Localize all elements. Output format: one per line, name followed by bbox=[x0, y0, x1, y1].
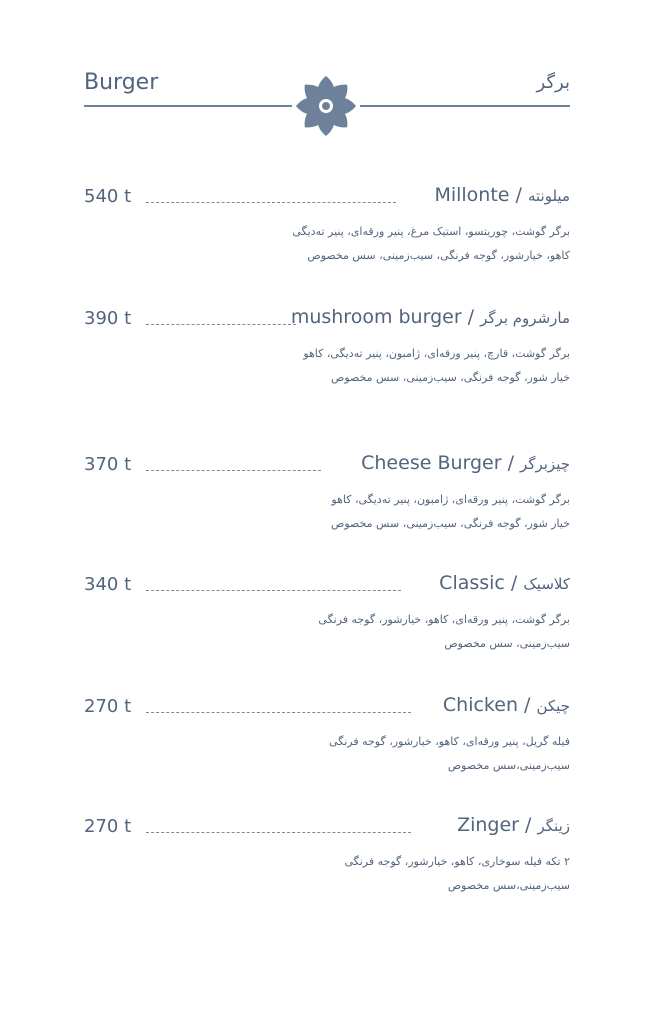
item-name-fa: چیزبرگر bbox=[520, 455, 570, 473]
dotted-leader bbox=[146, 702, 411, 713]
item-name-fa: میلونته bbox=[527, 187, 570, 205]
item-name bbox=[439, 572, 570, 594]
item-name-fa: کلاسیک bbox=[523, 575, 570, 593]
item-name-fa: زینگر bbox=[537, 817, 570, 835]
item-description bbox=[84, 488, 570, 536]
description-line: سیب‌زمینی، سس مخصوص bbox=[444, 637, 570, 650]
description-line: ۲ تکه فیله سوخاری، کاهو، خیارشور، گوجه فرنگی bbox=[344, 855, 570, 868]
menu-header bbox=[84, 62, 570, 142]
description-line: سیب‌زمینی،سس مخصوص bbox=[447, 759, 570, 772]
dotted-leader bbox=[146, 460, 321, 471]
item-price: 370 t bbox=[84, 454, 132, 475]
item-name bbox=[291, 306, 570, 328]
dotted-leader bbox=[146, 314, 296, 325]
item-price: 390 t bbox=[84, 308, 132, 329]
menu-item bbox=[84, 814, 570, 898]
menu-item bbox=[84, 694, 570, 778]
description-line: برگر گوشت، پنیر ورقه‌ای، ژامبون، پنیر ته‌دیگی، کاهو bbox=[331, 493, 570, 506]
dotted-leader bbox=[146, 580, 401, 591]
item-name-en: Classic / bbox=[439, 572, 518, 594]
dotted-leader bbox=[146, 192, 396, 203]
item-name bbox=[457, 814, 570, 836]
item-price: 340 t bbox=[84, 574, 132, 595]
item-price: 540 t bbox=[84, 186, 132, 207]
item-name-en: Chicken / bbox=[442, 694, 531, 716]
menu-item bbox=[84, 306, 570, 390]
item-name-en: Cheese Burger / bbox=[361, 452, 514, 474]
item-description bbox=[84, 342, 570, 390]
menu-item bbox=[84, 572, 570, 656]
item-name bbox=[434, 184, 570, 206]
description-line: کاهو، خیارشور، گوجه فرنگی، سیب‌زمینی، سس مخصوص bbox=[307, 249, 570, 262]
item-price: 270 t bbox=[84, 816, 132, 837]
header-title-en: Burger bbox=[84, 70, 159, 95]
item-description bbox=[84, 220, 570, 268]
item-name bbox=[361, 452, 570, 474]
item-description bbox=[84, 608, 570, 656]
dotted-leader bbox=[146, 822, 411, 833]
item-description bbox=[84, 730, 570, 778]
ornament-icon bbox=[292, 72, 360, 140]
item-name-fa: مارشروم برگر bbox=[480, 309, 570, 327]
description-line: برگر گوشت، چوریتسو، استیک مرغ، پنیر ورقه‌ای، پنیر ته‌دیگی bbox=[292, 225, 570, 238]
description-line: خیار شور، گوجه فرنگی، سیب‌زمینی، سس مخصوص bbox=[331, 517, 570, 530]
item-name-en: mushroom burger / bbox=[290, 306, 475, 328]
description-line: سیب‌زمینی،سس مخصوص bbox=[447, 879, 570, 892]
description-line: برگر گوشت، پنیر ورقه‌ای، کاهو، خیارشور، گوجه فرنگی bbox=[318, 613, 570, 626]
item-name-fa: چیکن bbox=[536, 697, 570, 715]
item-description bbox=[84, 850, 570, 898]
item-name-en: Zinger / bbox=[457, 814, 532, 836]
description-line: برگر گوشت، قارچ، پنیر ورقه‌ای، ژامبون، پنیر ته‌دیگی، کاهو bbox=[303, 347, 570, 360]
header-title-fa: برگر bbox=[536, 72, 570, 93]
menu-item bbox=[84, 184, 570, 268]
menu-item bbox=[84, 452, 570, 536]
description-line: خیار شور، گوجه فرنگی، سیب‌زمینی، سس مخصوص bbox=[331, 371, 570, 384]
item-name-en: Millonte / bbox=[434, 184, 522, 206]
item-name bbox=[443, 694, 570, 716]
item-price: 270 t bbox=[84, 696, 132, 717]
description-line: فیله گریل، پنیر ورقه‌ای، کاهو، خیارشور، گوجه فرنگی bbox=[328, 735, 570, 748]
